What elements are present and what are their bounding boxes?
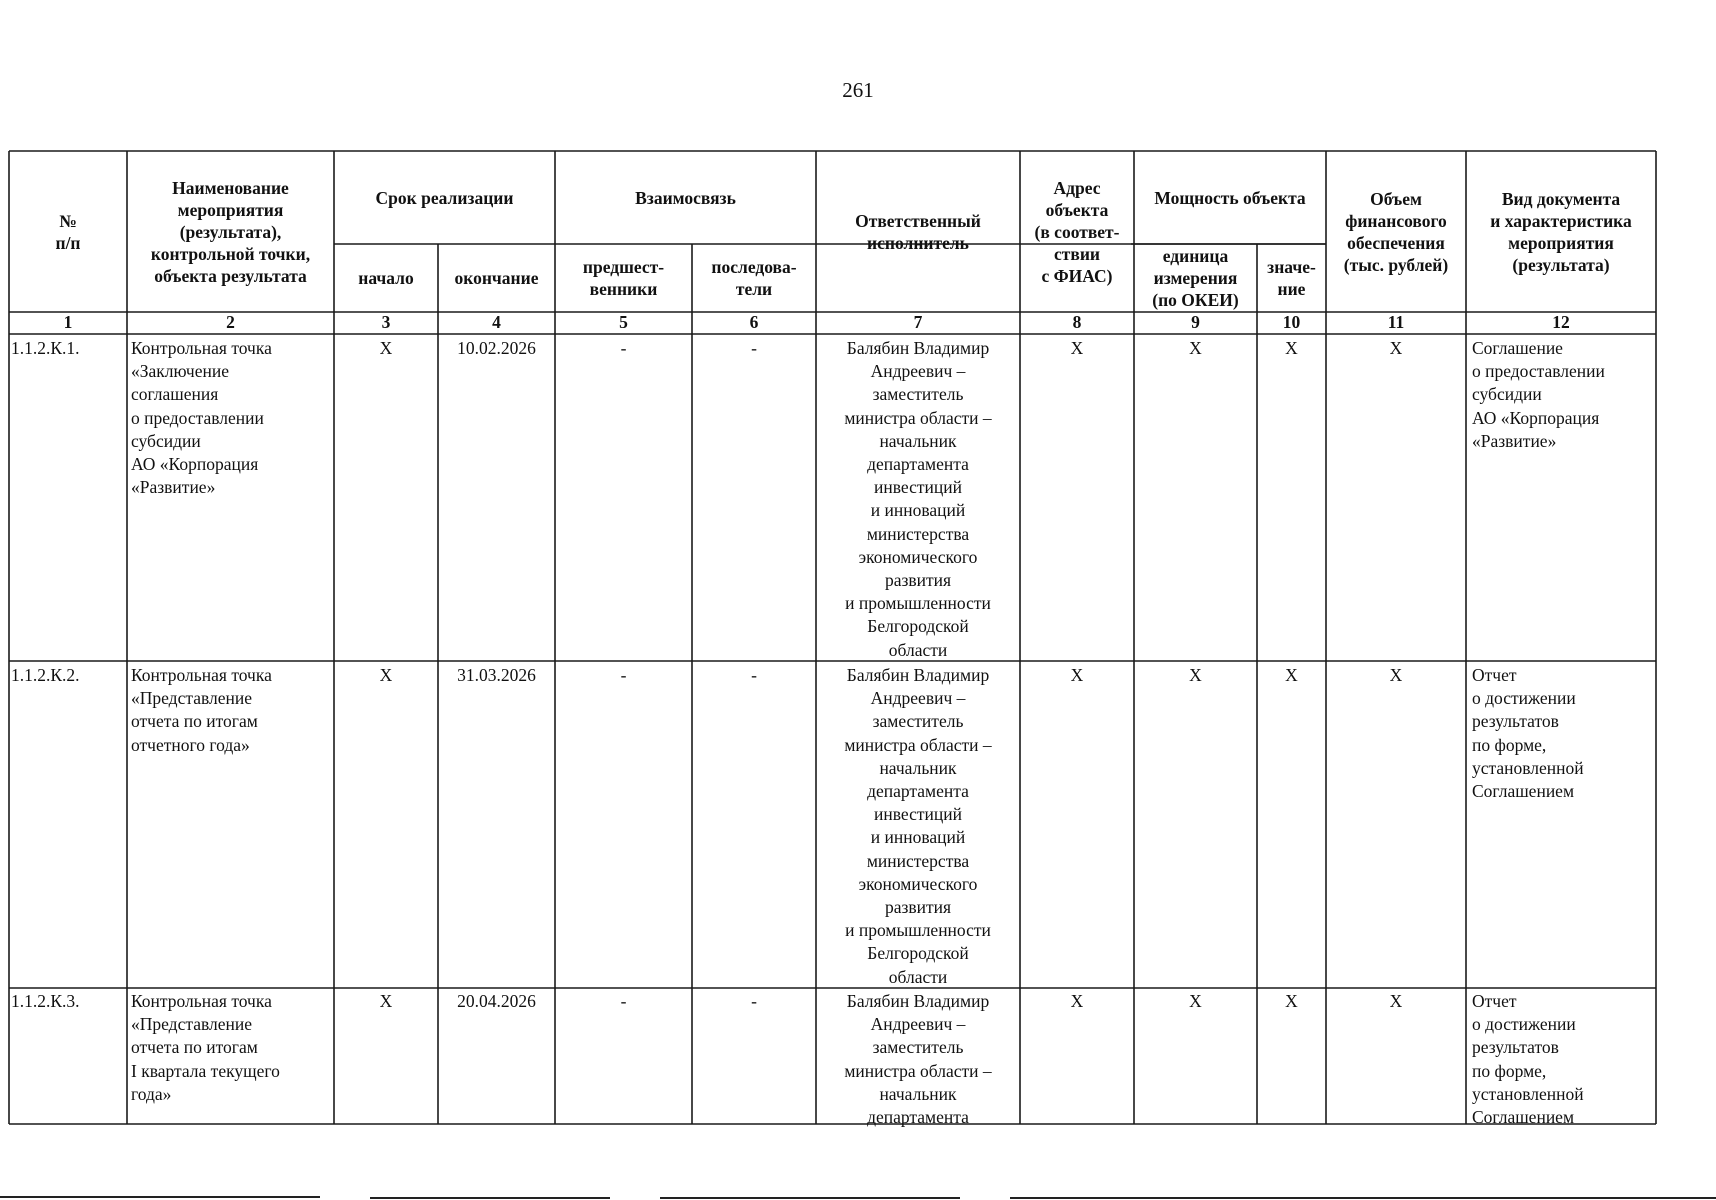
row-name: Контрольная точка «Представление отчета по итогам отчетного года»: [131, 665, 272, 755]
header-term: Срок реализации: [375, 187, 514, 208]
row-responsible: Балябин Владимир Андреевич – заместитель министра области – начальник департамента инвестиций и инноваций министерства экономического развития и промышленности Белгородской области: [844, 338, 992, 660]
row-address: X: [1070, 991, 1084, 1011]
page-number: 261: [842, 78, 874, 102]
row-succ: -: [751, 665, 757, 685]
col-num-10: 10: [1282, 312, 1301, 332]
header-num: № п/п: [55, 210, 81, 253]
header-relation: Взаимосвязь: [635, 187, 736, 208]
scan-edge-mark: [370, 1197, 610, 1199]
row-end: 10.02.2026: [457, 338, 536, 358]
row-address: X: [1070, 338, 1084, 358]
row-pred: -: [620, 991, 627, 1011]
row-funding: X: [1389, 991, 1403, 1011]
row-id: 1.1.2.К.3.: [11, 991, 80, 1011]
row-responsible: Балябин Владимир Андреевич – заместитель министра области – начальник департамента инвестиций и инноваций министерства экономического развития и промышленности Белгородской области: [844, 665, 992, 987]
col-num-11: 11: [1387, 312, 1405, 332]
row-value: X: [1285, 991, 1298, 1011]
col-num-2: 2: [226, 312, 235, 332]
scan-edge-mark: [1010, 1197, 1716, 1199]
header-capacity-value: значе- ние: [1267, 257, 1316, 299]
row-start: X: [379, 665, 393, 685]
col-num-7: 7: [913, 312, 923, 332]
header-doc-type: Вид документа и характеристика мероприятия (результата): [1490, 188, 1632, 275]
row-funding: X: [1389, 338, 1403, 358]
row-unit: X: [1189, 991, 1202, 1011]
header-name: Наименование мероприятия (результата), контрольной точки, объекта результата: [150, 177, 311, 286]
header-term-start: начало: [358, 268, 414, 288]
row-id: 1.1.2.К.1.: [11, 338, 80, 358]
row-end: 20.04.2026: [457, 991, 536, 1011]
row-start: X: [379, 338, 393, 358]
row-id: 1.1.2.К.2.: [11, 665, 80, 685]
row-name: Контрольная точка «Заключение соглашения о предоставлении субсидии АО «Корпорация «Развитие»: [131, 338, 272, 498]
row-succ: -: [751, 338, 757, 358]
row-unit: X: [1189, 665, 1202, 685]
header-capacity: Мощность объекта: [1154, 187, 1306, 208]
row-unit: X: [1189, 338, 1202, 358]
row-doc: Отчет о достижении результатов по форме, установленной Соглашением: [1472, 991, 1584, 1128]
col-num-9: 9: [1191, 312, 1200, 332]
col-num-5: 5: [619, 312, 628, 332]
row-value: X: [1285, 338, 1298, 358]
row-doc: Отчет о достижении результатов по форме, установленной Соглашением: [1472, 665, 1584, 802]
row-end: 31.03.2026: [457, 665, 536, 685]
header-term-end: окончание: [454, 268, 539, 288]
col-num-6: 6: [749, 312, 759, 332]
row-responsible: Балябин Владимир Андреевич – заместитель министра области – начальник департамента: [844, 991, 992, 1128]
row-address: X: [1070, 665, 1084, 685]
col-num-8: 8: [1072, 312, 1082, 332]
row-funding: X: [1389, 665, 1403, 685]
header-relation-succ: последова- тели: [711, 257, 797, 299]
row-succ: -: [751, 991, 757, 1011]
header-responsible: Ответственный исполнитель: [855, 210, 981, 253]
col-num-3: 3: [381, 312, 391, 332]
header-funding: Объем финансового обеспечения (тыс. рублей): [1343, 188, 1449, 275]
col-num-1: 1: [63, 312, 73, 332]
header-relation-pred: предшест- венники: [582, 257, 665, 299]
scan-edge-mark: [0, 1196, 320, 1198]
col-num-4: 4: [492, 312, 501, 332]
row-doc: Соглашение о предоставлении субсидии АО «Корпорация «Развитие»: [1472, 338, 1605, 451]
row-name: Контрольная точка «Представление отчета по итогам I квартала текущего года»: [131, 991, 280, 1104]
scan-edge-mark: [660, 1197, 960, 1199]
row-start: X: [379, 991, 393, 1011]
header-capacity-unit: единица измерения (по ОКЕИ): [1152, 246, 1239, 310]
col-num-12: 12: [1552, 312, 1570, 332]
row-pred: -: [620, 338, 627, 358]
row-value: X: [1285, 665, 1298, 685]
header-address: Адрес объекта (в соответ- ствии с ФИАС): [1034, 177, 1120, 286]
row-pred: -: [620, 665, 627, 685]
